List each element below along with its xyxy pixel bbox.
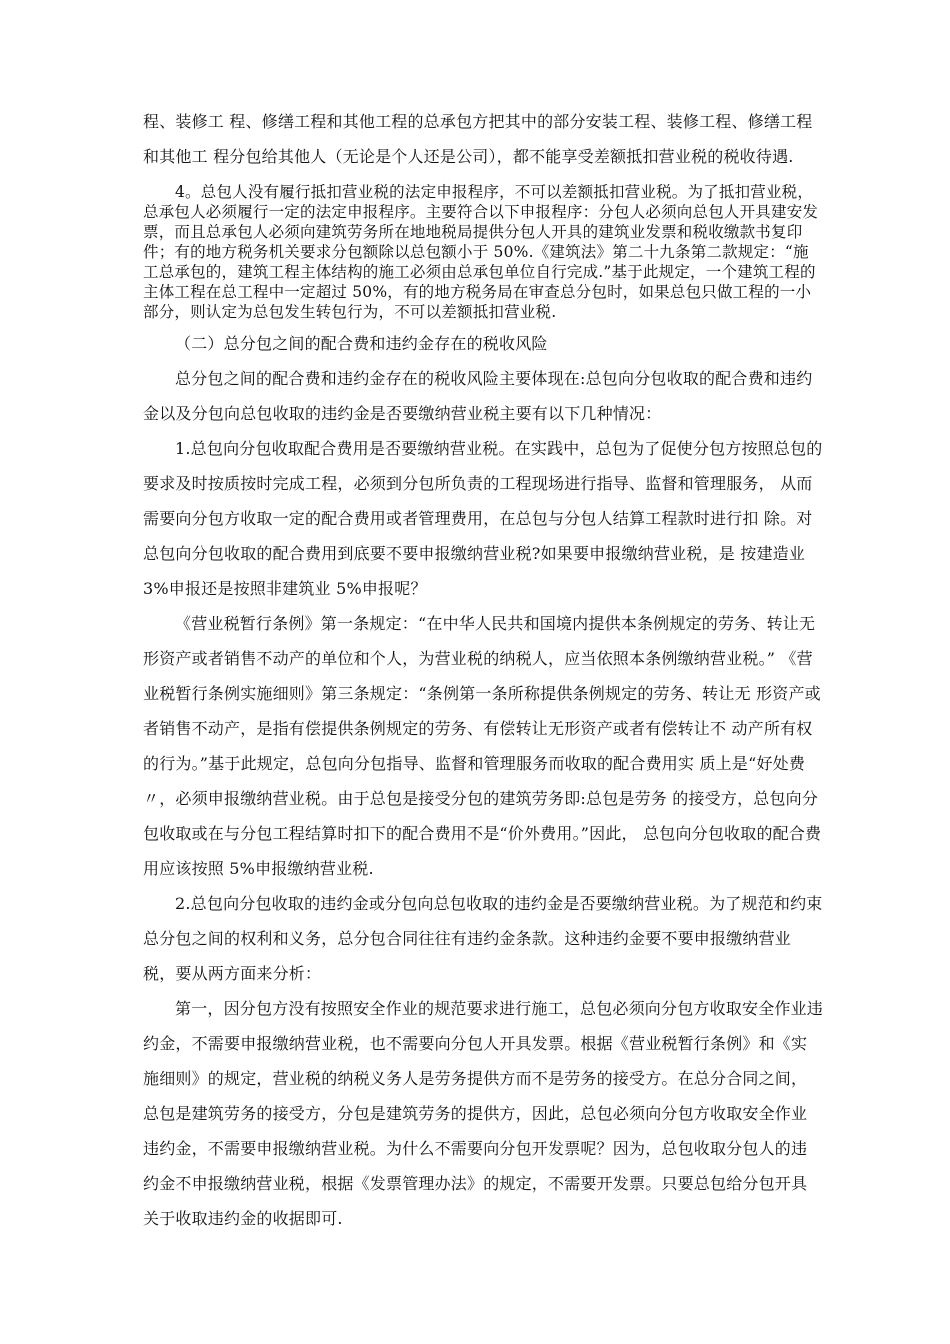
paragraph-risk-summary: 总分包之间的配合费和违约金存在的税收风险主要体现在:总包向分包收取的配合费和违约金以及分包向总包收取的违约金是否要缴纳营业税主要有以下几种情况：	[143, 369, 813, 423]
paragraph-regulation-quote: 《营业税暂行条例》第一条规定：“在中华人民共和国境内提供本条例规定的劳务、转让无形资产或者销售不动产的单位和个人，为营业税的纳税人，应当依照本条例缴纳营业税。” 《营业税暂行条例实施细则》第三条规定：“条例第一条所称提供条例规定的劳务、转让无 形资产或者销售不动产，是指有偿提供条例规定的劳务、有偿转让无形资产或者有偿转让不 动产所有权的行为。”基于此规定，总包向分包指导、监督和管理服务而收取的配合费用实 质上是“好处费〃，必须申报缴纳营业税。由于总包是接受分包的建筑劳务即:总包是劳务 的接受方，总包向分包收取或在与分包工程结算时扣下的配合费用不是“价外费用。”因此， 总包向分包收取的配合费用应该按照 5%申报缴纳营业税.	[143, 614, 822, 878]
section-heading-2: （二）总分包之间的配合费和违约金存在的税收风险	[175, 334, 548, 353]
paragraph-item-1: 1.总包向分包收取配合费用是否要缴纳营业税。在实践中，总包为了促使分包方按照总包的要求及时按质按时完成工程，必须到分包所负责的工程现场进行指导、监督和管理服务， 从而需要向分包方收取一定的配合费用或者管理费用，在总包与分包人结算工程款时进行扣 除。对总包向分包收取的配合费用到底要不要申报缴纳营业税?如果要申报缴纳营业税，是 按建造业 3%申报还是按照非建筑业 5%申报呢？	[143, 439, 823, 598]
paragraph-first-case: 第一，因分包方没有按照安全作业的规范要求进行施工，总包必须向分包方收取安全作业违约金，不需要申报缴纳营业税，也不需要向分包人开具发票。根据《营业税暂行条例》和《实施细则》的规定，营业税的纳税义务人是劳务提供方而不是劳务的接受方。在总分合同之间，总包是建筑劳务的接受方，分包是建筑劳务的提供方，因此，总包必须向分包方收取安全作业违约金，不需要申报缴纳营业税。为什么不需要向分包开发票呢？因为，总包收取分包人的违约金不申报缴纳营业税，根据《发票管理办法》的规定，不需要开发票。只要总包给分包开具关于收取违约金的收据即可.	[143, 999, 824, 1228]
paragraph-item-4: 4。总包人没有履行抵扣营业税的法定申报程序，不可以差额抵扣营业税。为了抵扣营业税，总承包人必须履行一定的法定申报程序。主要符合以下申报程序：分包人必须向总包人开具建安发票，而且总承包人必须向建筑劳务所在地地税局提供分包人开具的建筑业发票和税收缴款书复印件；有的地方税务机关要求分包额除以总包额小于 50%.《建筑法》第二十九条第二款规定：“施工总承包的，建筑工程主体结构的施工必须由总承包单位自行完成.”基于此规定，一个建筑工程的主体工程在总工程中一定超过 50%，有的地方税务局在审查总分包时，如果总包只做工程的一小部分，则认定为总包发生转包行为，不可以差额抵扣营业税.	[143, 183, 819, 321]
document-body	[143, 104, 823, 1236]
paragraph-continuation: 程、装修工 程、修缮工程和其他工程的总承包方把其中的部分安装工程、装修工程、修缮工程和其他工 程分包给其他人（无论是个人还是公司），都不能享受差额抵扣营业税的税收待遇.	[143, 112, 813, 166]
paragraph-item-2: 2.总包向分包收取的违约金或分包向总包收取的违约金是否要缴纳营业税。为了规范和约束总分包之间的权利和义务，总分包合同往往有违约金条款。这种违约金要不要申报缴纳营业税，要从两方面来分析：	[143, 894, 823, 983]
